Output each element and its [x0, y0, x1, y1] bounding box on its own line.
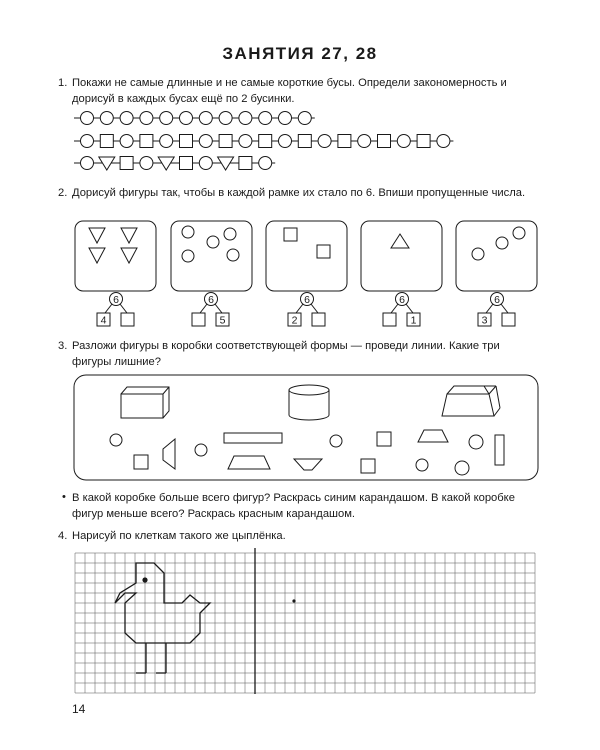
task1-number: 1.	[58, 77, 68, 89]
square-bead	[298, 135, 311, 148]
number-splits	[97, 293, 515, 327]
trapezoid-shape	[418, 430, 448, 442]
frame-3	[266, 221, 347, 291]
circle-bead	[199, 112, 212, 125]
circle-bead	[160, 135, 173, 148]
circle-shape	[207, 236, 219, 248]
square-bead	[239, 157, 252, 170]
circle-shape	[455, 461, 469, 475]
page-title: ЗАНЯТИЯ 27, 28	[222, 44, 378, 63]
circle-bead	[180, 112, 193, 125]
circle-bead	[81, 157, 94, 170]
circle-shape	[227, 249, 239, 261]
circle-shape	[469, 435, 483, 449]
square-bead	[259, 135, 272, 148]
trapezoid-shape	[228, 456, 270, 469]
total-number: 6	[113, 294, 119, 306]
square-bead	[338, 135, 351, 148]
bead-strings	[74, 112, 453, 171]
circle-bead	[279, 135, 292, 148]
circle-bead	[160, 112, 173, 125]
task4-number: 4.	[58, 530, 68, 542]
circle-bead	[81, 112, 94, 125]
square-bead	[180, 157, 193, 170]
triangle-shape	[391, 234, 409, 248]
tall-rectangle-shape	[495, 435, 504, 465]
drawing-grid	[75, 553, 535, 693]
square-shape	[317, 245, 330, 258]
part-left-number: 4	[100, 314, 107, 327]
circle-bead	[239, 112, 252, 125]
circle-bead	[259, 157, 272, 170]
total-number: 6	[208, 294, 214, 306]
circle-bead	[298, 112, 311, 125]
part-right-box[interactable]	[312, 313, 325, 326]
circle-bead	[199, 157, 212, 170]
triangle-shape	[89, 228, 105, 243]
total-number: 6	[399, 294, 405, 306]
circle-bead	[437, 135, 450, 148]
square-bead	[180, 135, 193, 148]
chick-drawing	[115, 563, 210, 673]
circle-bead	[318, 135, 331, 148]
task2-number: 2.	[58, 187, 68, 199]
part-left-box[interactable]	[383, 313, 396, 326]
start-dot	[292, 599, 295, 602]
bullet-question: В какой коробке больше всего фигур? Раскрась синим карандашом. В какой коробке фигур меньше всего? Раскрась красным карандашом.	[72, 492, 515, 520]
circle-bead	[239, 135, 252, 148]
total-number: 6	[494, 294, 500, 306]
circle-bead	[279, 112, 292, 125]
circle-bead	[81, 135, 94, 148]
part-right-box[interactable]	[502, 313, 515, 326]
box-cylinder	[289, 385, 329, 420]
square-shape	[361, 459, 375, 473]
total-number: 6	[304, 294, 310, 306]
circle-bead	[120, 135, 133, 148]
bullet-mark: •	[62, 491, 66, 503]
square-bead	[120, 157, 133, 170]
box-trapezoid	[442, 386, 500, 416]
circle-bead	[358, 135, 371, 148]
circle-shape	[195, 444, 207, 456]
circle-shape	[224, 228, 236, 240]
circle-bead	[219, 112, 232, 125]
part-left-number: 2	[291, 314, 298, 327]
triangle-shape	[121, 248, 137, 263]
square-shape	[134, 455, 148, 469]
trapezoid-shape	[294, 459, 322, 470]
square-bead	[378, 135, 391, 148]
frames	[75, 221, 537, 291]
part-right-number: 1	[410, 314, 417, 327]
part-left-box[interactable]	[192, 313, 205, 326]
square-bead	[219, 135, 232, 148]
circle-shape	[182, 250, 194, 262]
square-shape	[377, 432, 391, 446]
triangle-shape	[89, 248, 105, 263]
part-right-number: 5	[219, 314, 226, 327]
circle-shape	[416, 459, 428, 471]
circle-bead	[120, 112, 133, 125]
task3-text: Разложи фигуры в коробки соответствующей формы — проведи линии. Какие три фигуры лишние?	[72, 340, 500, 368]
part-right-box[interactable]	[121, 313, 134, 326]
square-bead	[417, 135, 430, 148]
circle-bead	[140, 112, 153, 125]
circle-bead	[199, 135, 212, 148]
box-prism	[121, 387, 169, 418]
trapezoid-shape	[163, 439, 175, 469]
chick-eye	[142, 577, 147, 582]
circle-shape	[182, 226, 194, 238]
loose-figures	[110, 430, 504, 475]
square-shape	[284, 228, 297, 241]
circle-bead	[397, 135, 410, 148]
circle-bead	[100, 112, 113, 125]
square-bead	[140, 135, 153, 148]
frame-2	[171, 221, 252, 291]
circle-shape	[330, 435, 342, 447]
circle-shape	[110, 434, 122, 446]
triangle-shape	[121, 228, 137, 243]
task2-text: Дорисуй фигуры так, чтобы в каждой рамке их стало по 6. Впиши пропущенные числа.	[72, 187, 526, 199]
frame-1	[75, 221, 156, 291]
page-number: 14	[72, 702, 86, 716]
circle-bead	[140, 157, 153, 170]
circle-shape	[496, 237, 508, 249]
frame-4	[361, 221, 442, 291]
long-rectangle-shape	[224, 433, 282, 443]
square-bead	[100, 135, 113, 148]
task3-number: 3.	[58, 340, 68, 352]
task4-text: Нарисуй по клеткам такого же цыплёнка.	[72, 530, 286, 542]
task1-text: Покажи не самые длинные и не самые короткие бусы. Определи закономерность и дорисуй в каждых бусах ещё по 2 бусинки.	[72, 77, 507, 105]
circle-shape	[513, 227, 525, 239]
part-left-number: 3	[481, 314, 488, 327]
circle-shape	[472, 248, 484, 260]
circle-bead	[259, 112, 272, 125]
